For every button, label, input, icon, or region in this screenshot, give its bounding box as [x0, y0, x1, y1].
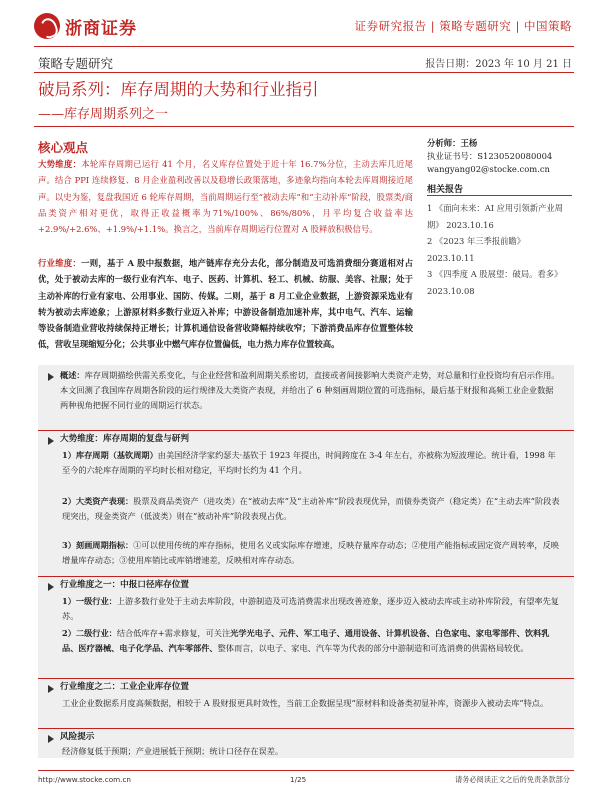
section1-item3-text: ①可以使用传统的库存指标，使用名义或实际库存增速，反映存量库存动态；②使用产能指标或固定资产周转率，反映增量库存动态；③使用库销比或库销增速差，反映相对库存动态。	[62, 540, 559, 566]
core-p2-text: 一则，基于 A 股中报数据，地产链库存充分去化，部分制造及可选消费细分赛道相对占优，处于被动去库的一级行业有汽车、电子、医药、计算机、轻工、机械、纺服、美容、社服；处于主动补库的行业有家电、公用事业、国防、传媒。二则，基于 8 月工业企业数据，上游资源采选业有转为被动去库迹象；上游原材料多数行业迈入补库；中游设备制造加速补库，其中电气、汽车、运输等设备制造业营收持续保持正增长；计算机通信设备营收降幅持续收窄；下游消费品库存位置整体较低，营收呈现缩短分化；公共事业中燃气库存位置偏低，电力热力库存位置较高。	[38, 258, 414, 350]
core-p1-keyword: 大势维度：	[38, 159, 82, 169]
company-logo	[34, 12, 137, 40]
section1-item3	[62, 538, 562, 568]
analyst-email: wangyang02@stocke.com.cn	[427, 164, 550, 174]
section3-heading: 行业维度之二：工业企业库存位置	[60, 682, 189, 692]
abstract-keyword: 概述：	[60, 370, 85, 380]
abstract-paragraph	[60, 368, 560, 414]
section1-item2-text: 股票及商品类资产（进攻类）在“被动去库”及“主动补库”阶段表现优异，而债券类资产（稳定类）在“主动去库”阶段表现突出，现金类资产（低波类）则在“被动补库”阶段表现占优。	[62, 496, 560, 522]
section1-item3-keyword: 3）刻画周期指标：	[62, 540, 134, 550]
core-p1-text: 本轮库存周期已运行 41 个月，名义库存位置处于近十年 16.7%分位，主动去库几近尾声。结合 PPI 连续修复、8 月企业盈利改善以及稳增长政策落地，多迹象均指向本轮去库周期接近尾声。以史为鉴，复盘我国近 6 轮库存周期，当前周期运行至“被动去库”和“主动补库”阶段，股票类/商品类资产相对更优，取得正收益概率为71%/100%、86%/80%，月平均复合收益率达+2.9%/+2.6%、+1.9%/+1.1%。换言之，当前库存周期运行位置对 A 股释放积极信号。	[38, 159, 413, 235]
logo-mark-icon	[34, 13, 60, 39]
analyst-info	[427, 137, 552, 176]
section1-item1-text: 由美国经济学家约瑟夫·基钦于 1923 年提出，时间跨度在 3-4 年左右，亦被称为短波理论。统计看，1998 年至今的六轮库存周期的平均时长相对稳定，平均时长约为 41 个月。	[62, 450, 556, 476]
section2-item1-keyword: 1）一级行业：	[62, 596, 117, 606]
footer-divider	[38, 770, 574, 771]
related-item[interactable]: 2 《2023 年三季报前瞻》 2023.10.11	[427, 236, 526, 263]
related-item[interactable]: 3 《四季度 A 股展望：破局。看多》 2023.10.08	[427, 269, 563, 296]
strategy-label: 策略专题研究	[38, 56, 114, 71]
core-paragraph-2	[38, 255, 413, 353]
section2-item2-text-a: 结合低库存+需求修复，可关注	[116, 628, 231, 638]
section2-item2-highlight: 光学光电子、元件、军工电子、通用设备、计算机设备、白色家电、家电零部件、饮料乳品、医疗器械、电子化学品、汽车零部件、	[62, 628, 550, 654]
footer-url[interactable]: http://www.stocke.com.cn	[38, 775, 131, 784]
section2-heading: 行业维度之一：中报口径库存位置	[60, 580, 189, 590]
section1-item2-keyword: 2）大类资产表现：	[62, 496, 134, 506]
abstract-text: 库存周期描绘供需关系变化，与企业经营和盈利周期关系密切，直接或者间接影响大类资产走势，对总量和行业投资均有启示作用。本文回测了我国库存周期各阶段的运行规律及大类资产表现，并给出了 6 种刻画周期位置的可选指标，最后基于财报和高频工业企业数据两种视角把握不同行业的周期运行状态。	[60, 370, 560, 411]
section2-item2-keyword: 2）二级行业：	[62, 628, 117, 638]
page-number: 1/25	[290, 775, 307, 784]
bullet-icon	[48, 372, 57, 381]
summary-divider	[38, 430, 574, 431]
title-divider	[34, 126, 574, 127]
related-divider	[427, 195, 572, 196]
section1-item2	[62, 494, 562, 524]
section2-item2-text-b: 整体而言，以电子、家电、汽车等为代表的部分中游制造和可选消费的供需格局较优。	[217, 643, 529, 654]
section1-item1-keyword: 1）库存周期（基钦周期）	[62, 450, 158, 460]
subheader-divider	[34, 72, 574, 73]
page-title: 破局系列：库存周期的大势和行业指引	[38, 80, 319, 99]
core-heading: 核心观点	[38, 140, 89, 155]
risk-text: 经济修复低于预期；产业进展低于预期；统计口径存在误差。	[62, 746, 284, 756]
section2-item1-text: 上游多数行业处于主动去库阶段，中游制造及可选消费需求出现改善迹象，逐步迈入被动去库或主动补库阶段，有望率先复苏。	[62, 596, 559, 622]
summary-divider	[38, 728, 574, 729]
analyst-name: 分析师：王杨	[427, 138, 478, 148]
core-paragraph-1	[38, 156, 413, 237]
report-category: 证券研究报告 | 策略专题研究 | 中国策略	[354, 19, 572, 33]
section3-text: 工业企业数据系月度高频数据，相较于 A 股财报更具时效性，当前工企数据呈现“原材料和设备类初显补库，资源步入被动去库”特点。	[62, 698, 549, 708]
related-heading: 相关报告	[427, 185, 464, 195]
bullet-icon	[48, 582, 57, 591]
risk-heading: 风险提示	[60, 732, 95, 742]
core-p2-keyword: 行业维度：	[38, 258, 82, 268]
footer-disclaimer: 请务必阅读正文之后的免责条款部分	[454, 775, 570, 784]
related-list	[427, 200, 575, 299]
section1-item1	[62, 448, 562, 478]
page-subtitle: ——库存周期系列之一	[38, 107, 169, 122]
bullet-icon	[48, 684, 57, 693]
summary-divider	[38, 678, 574, 679]
bullet-icon	[48, 734, 57, 743]
section2-item1	[62, 594, 562, 624]
section1-heading: 大势维度：库存周期的复盘与研判	[60, 434, 189, 444]
analyst-cert: 执业证书号：S1230520080004	[427, 151, 553, 161]
logo-text: 浙商证券	[65, 18, 137, 39]
summary-divider	[38, 576, 574, 577]
header-divider	[34, 46, 574, 47]
section2-item2	[62, 626, 562, 656]
bullet-icon	[48, 436, 57, 445]
related-item[interactable]: 1 《面向未来：AI 应用引领新产业周期》 2023.10.16	[427, 203, 563, 230]
report-date: 报告日期：2023 年 10 月 21 日	[425, 59, 572, 70]
